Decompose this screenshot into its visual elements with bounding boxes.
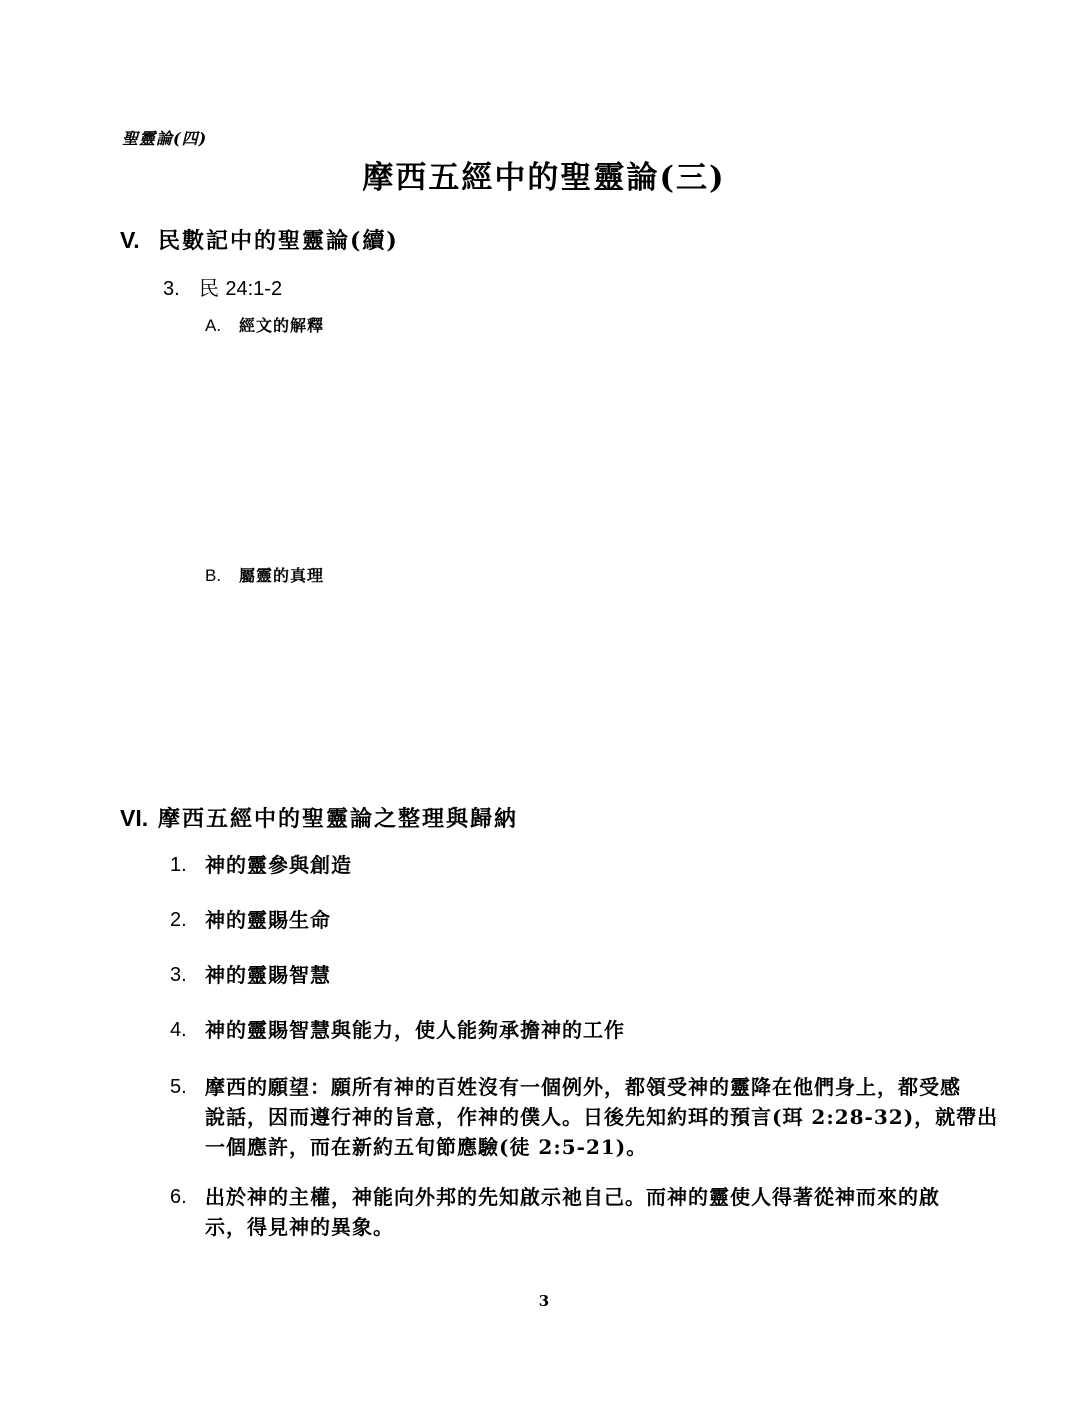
page-number: 3: [538, 1292, 550, 1310]
list-item: [170, 1072, 998, 1162]
sub-item-letter: B.: [205, 566, 222, 585]
item-text-line: 一個應許，而在新約五旬節應驗(徒 2:5-21)。: [205, 1135, 648, 1159]
item-number: 4.: [170, 1019, 187, 1041]
list-item: [170, 850, 352, 880]
item-text: 神的靈參與創造: [205, 853, 352, 877]
sub-item-b: [205, 563, 324, 586]
section-vi-heading: [120, 802, 518, 833]
list-item: [170, 1015, 625, 1045]
list-item: [170, 905, 331, 935]
section-vi-numeral: VI.: [120, 805, 149, 831]
item-number: 3.: [170, 964, 187, 986]
section-v-numeral: V.: [120, 227, 140, 253]
item-text-line: 出於神的主權，神能向外邦的先知啟示祂自己。而神的靈使人得著從神而來的啟: [205, 1185, 940, 1209]
section-v-title: 民數記中的聖靈論(續): [158, 228, 399, 254]
item-number: 2.: [170, 909, 187, 931]
item-text-line: 說話，因而遵行神的旨意，作神的僕人。日後先知約珥的預言(珥 2:28-32)，就帶出: [205, 1105, 999, 1129]
section-v-heading: [120, 224, 399, 255]
list-item: [170, 960, 331, 990]
item-number: 6.: [170, 1186, 187, 1208]
item-number: 1.: [170, 854, 187, 876]
item-number: 5.: [170, 1076, 187, 1098]
scripture-book: 民: [199, 276, 219, 300]
sub-item-letter: A.: [205, 316, 222, 335]
item-text: 神的靈賜智慧: [205, 963, 331, 987]
item-text: 神的靈賜生命: [205, 908, 331, 932]
scripture-reference: 24:1-2: [225, 278, 283, 300]
item-number: 3.: [163, 278, 180, 300]
sub-item-text: 屬靈的真理: [239, 566, 325, 585]
running-header: 聖靈論(四): [122, 129, 208, 148]
list-item: [170, 1182, 940, 1242]
section-vi-title: 摩西五經中的聖靈論之整理與歸納: [158, 806, 519, 832]
item-text-line: 摩西的願望：願所有神的百姓沒有一個例外，都領受神的靈降在他們身上，都受感: [205, 1075, 961, 1099]
item-text: 神的靈賜智慧與能力，使人能夠承擔神的工作: [205, 1018, 625, 1042]
item-text-line: 示，得見神的異象。: [205, 1215, 394, 1239]
sub-item-text: 經文的解釋: [239, 316, 325, 335]
sub-item-a: [205, 313, 324, 336]
list-item: [163, 272, 282, 301]
page-title: 摩西五經中的聖靈論(三): [362, 160, 726, 196]
